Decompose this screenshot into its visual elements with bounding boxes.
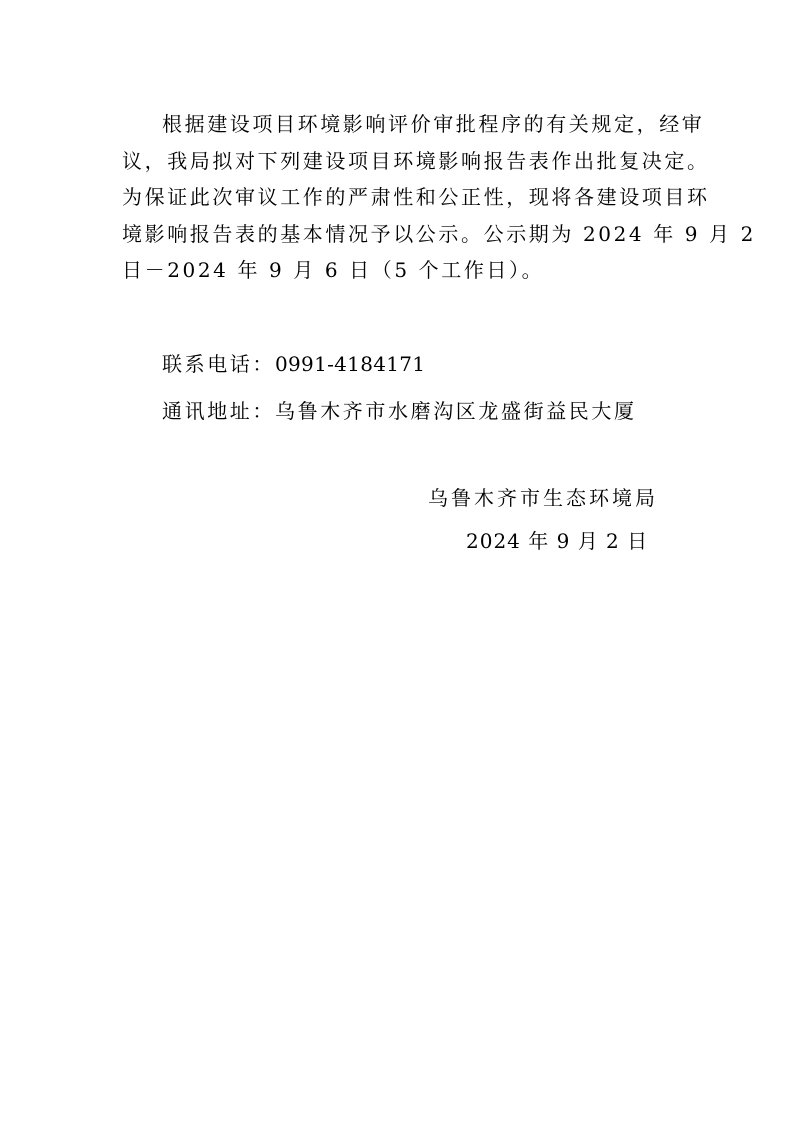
signature-date: 2024 年 9 月 2 日 bbox=[466, 529, 649, 553]
paragraph-line-2: 议，我局拟对下列建设项目环境影响报告表作出批复决定。 bbox=[122, 148, 710, 173]
paragraph-line-3: 为保证此次审议工作的严肃性和公正性，现将各建设项目环 bbox=[122, 185, 710, 209]
signature-organization: 乌鲁木齐市生态环境局 bbox=[428, 486, 658, 510]
paragraph-line-4: 境影响报告表的基本情况予以公示。公示期为 2024 年 9 月 2 bbox=[122, 221, 756, 246]
phone-number: 0991-4184171 bbox=[275, 352, 426, 376]
paragraph-line-1: 根据建设项目环境影响评价审批程序的有关规定，经审 bbox=[162, 112, 705, 136]
address-value: 乌鲁木齐市水磨沟区龙盛街益民大厦 bbox=[275, 399, 637, 423]
contact-phone bbox=[162, 348, 425, 377]
paragraph-line-5: 日－2024 年 9 月 6 日（5 个工作日）。 bbox=[122, 258, 545, 282]
phone-label: 联系电话： bbox=[162, 352, 275, 376]
address-label: 通讯地址： bbox=[162, 399, 275, 423]
contact-address bbox=[162, 395, 637, 424]
notice-paragraph bbox=[122, 106, 756, 289]
